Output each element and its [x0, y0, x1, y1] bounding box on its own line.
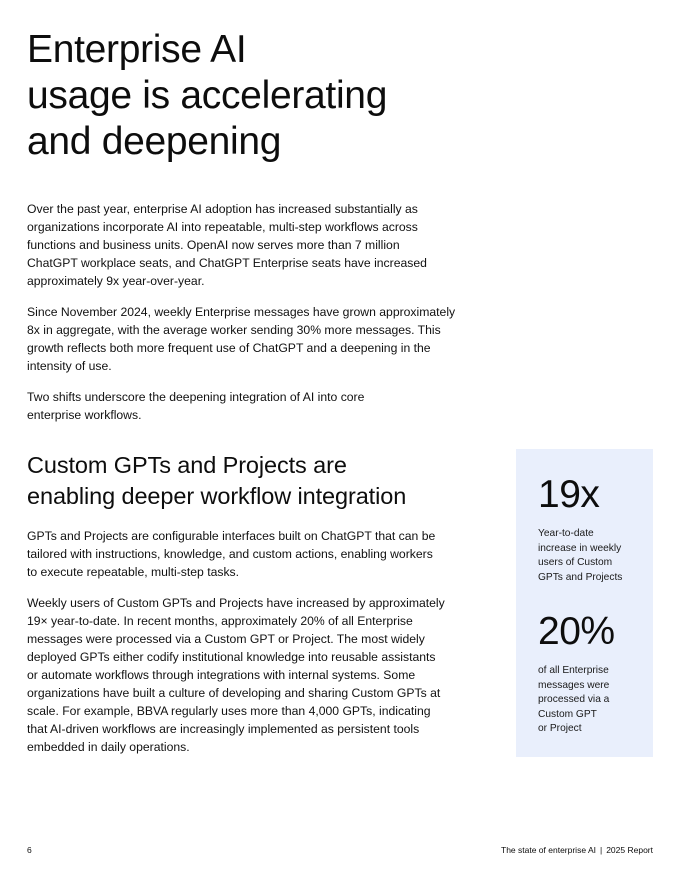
- text-line: or automate workflows through integrations with internal systems. Some: [27, 668, 416, 682]
- text-line: approximately 9x year-over-year.: [27, 274, 205, 288]
- stat-block: [538, 473, 648, 585]
- caption-line: GPTs and Projects: [538, 571, 623, 583]
- footer-report-title: [501, 845, 653, 855]
- section-heading: [27, 450, 497, 512]
- page-title-line: Enterprise AI: [27, 28, 247, 71]
- page-title-line: usage is accelerating: [27, 74, 388, 117]
- text-line: Two shifts underscore the deepening integration of AI into core: [27, 390, 365, 404]
- text-line: organizations incorporate AI into repeatable, multi-step workflows across: [27, 220, 418, 234]
- text-line: 19× year-to-date. In recent months, approximately 20% of all Enterprise: [27, 614, 413, 628]
- page-number: 6: [27, 845, 32, 855]
- text-line: growth reflects both more frequent use of ChatGPT and a deepening in the: [27, 341, 431, 355]
- stat-block: [538, 610, 648, 737]
- stat-caption: [538, 527, 648, 585]
- text-line: Over the past year, enterprise AI adoption has increased substantially as: [27, 202, 418, 216]
- caption-line: Year-to-date: [538, 528, 594, 539]
- caption-line: messages were: [538, 679, 610, 691]
- intro-paragraph: [27, 303, 497, 375]
- section-paragraph: [27, 527, 497, 581]
- text-line: enterprise workflows.: [27, 408, 142, 422]
- stats-panel: [516, 449, 653, 757]
- text-line: ChatGPT workplace seats, and ChatGPT Enterprise seats have increased: [27, 256, 427, 270]
- footer-separator: |: [599, 845, 603, 855]
- caption-line: or Project: [538, 723, 582, 734]
- caption-line: of all Enterprise: [538, 665, 609, 676]
- text-line: intensity of use.: [27, 359, 112, 373]
- text-line: deployed GPTs either codify institutional knowledge into reusable assistants: [27, 650, 436, 664]
- text-line: Weekly users of Custom GPTs and Projects have increased by approximately: [27, 596, 445, 610]
- text-line: embedded in daily operations.: [27, 740, 190, 754]
- intro-text: [27, 200, 497, 437]
- caption-line: users of Custom: [538, 557, 613, 568]
- stat-value: 20%: [538, 610, 615, 653]
- caption-line: increase in weekly: [538, 542, 622, 554]
- text-line: Since November 2024, weekly Enterprise messages have grown approximately: [27, 305, 456, 319]
- text-line: 8x in aggregate, with the average worker sending 30% more messages. This: [27, 323, 441, 337]
- page-title-line: and deepening: [27, 120, 282, 163]
- text-line: GPTs and Projects are configurable interfaces built on ChatGPT that can be: [27, 529, 436, 543]
- intro-paragraph: [27, 388, 497, 424]
- stat-caption: [538, 664, 648, 737]
- section-paragraph: [27, 594, 497, 756]
- text-line: messages were processed via a Custom GPT or Project. The most widely: [27, 632, 425, 646]
- caption-line: Custom GPT: [538, 708, 597, 720]
- section-heading-line: enabling deeper workflow integration: [27, 483, 407, 509]
- stat-value: 19x: [538, 473, 600, 516]
- text-line: tailored with instructions, knowledge, and custom actions, enabling workers: [27, 547, 433, 561]
- text-line: organizations have built a culture of developing and sharing Custom GPTs at: [27, 686, 441, 700]
- text-line: to execute repeatable, multi-step tasks.: [27, 565, 240, 579]
- caption-line: processed via a: [538, 694, 610, 705]
- section-body: [27, 527, 497, 769]
- intro-paragraph: [27, 200, 497, 290]
- report-title: The state of enterprise AI: [501, 845, 596, 855]
- page-title: [27, 27, 487, 165]
- text-line: scale. For example, BBVA regularly uses more than 4,000 GPTs, indicating: [27, 704, 431, 718]
- text-line: functions and business units. OpenAI now serves more than 7 million: [27, 238, 400, 252]
- section-heading-line: Custom GPTs and Projects are: [27, 452, 347, 478]
- text-line: that AI-driven workflows are increasingly implemented as persistent tools: [27, 722, 420, 736]
- report-year: 2025 Report: [606, 845, 653, 855]
